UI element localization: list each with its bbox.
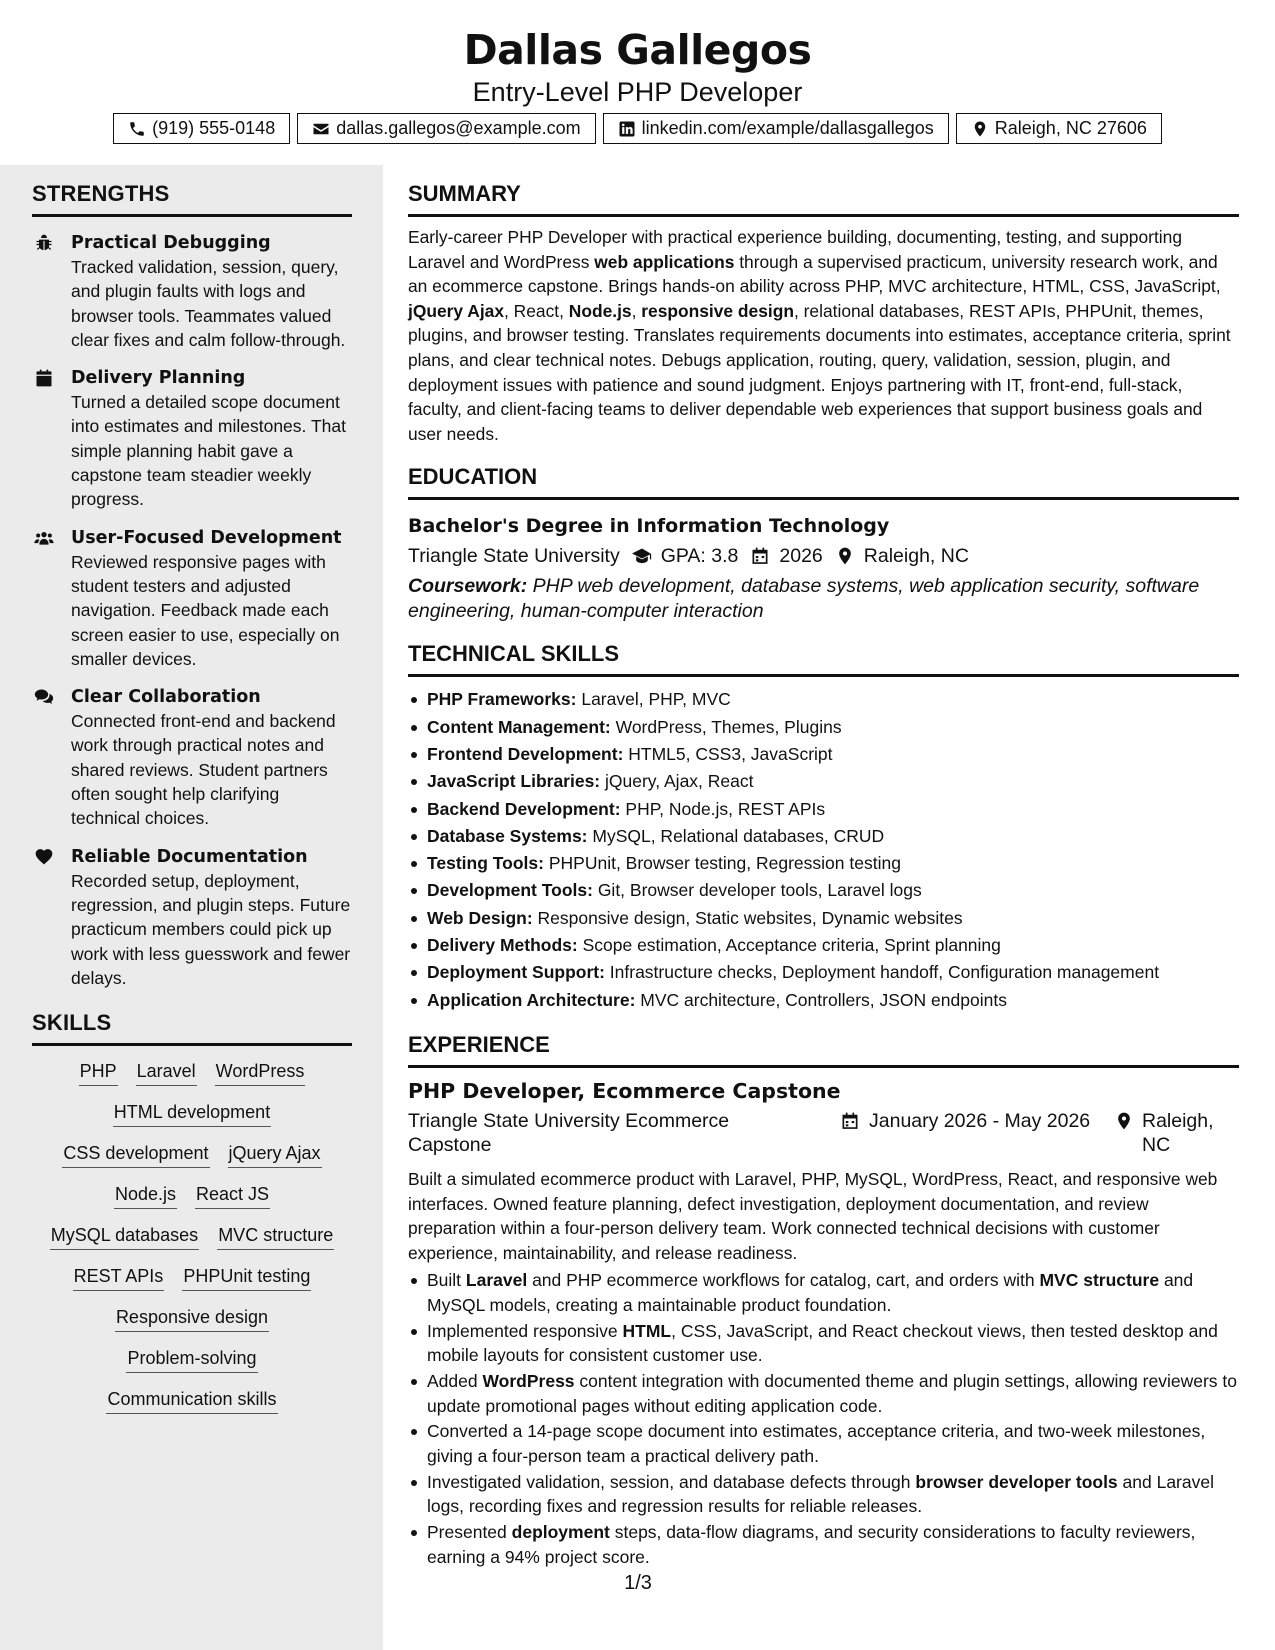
list-item [408,987,1239,1014]
list-item [408,686,1239,713]
strength-item [32,526,352,671]
text-run: Early-career PHP Developer with practical experience building, documenting, testing, and supporting Laravel and WordPress [408,227,1182,272]
strength-title: Clear Collaboration [71,687,261,708]
list-item [408,932,1239,959]
emphasis-text: browser developer tools [915,1471,1118,1492]
candidate-role: Entry-Level PHP Developer [472,77,803,107]
skill-value: Git, Browser developer tools, Laravel logs [592,880,922,901]
strength-title: Delivery Planning [71,368,246,389]
contact-email[interactable] [297,113,595,144]
education-school: Triangle State University [408,545,620,568]
strength-title: User-Focused Development [71,527,342,548]
contact-linkedin-text: linkedin.com/example/dallasgallegos [641,118,934,138]
skill-tag: HTML development [113,1103,271,1127]
comments-icon [34,687,54,707]
graduation-cap-icon [632,546,652,566]
list-item [408,877,1239,904]
skill-value: WordPress, Themes, Plugins [610,716,842,737]
skill-tag: Problem-solving [126,1349,257,1373]
text-run: content integration with documented theme and plugin settings, allowing reviewers to update promotional pages without editing application code. [427,1371,1238,1416]
page-number: 1/3 [624,1572,652,1594]
text-run: , CSS, JavaScript, and React checkout views, then tested desktop and mobile layouts for consistent customer use. [427,1320,1218,1366]
text-run: Presented [427,1522,512,1543]
skill-tag: MySQL databases [50,1226,199,1250]
skill-tag: WordPress [215,1062,306,1086]
list-item [408,850,1239,877]
strength-body: Connected front-end and backend work through practical notes and shared reviews. Student partners often sought help clarifying technical choices. [71,711,336,829]
skill-value: MySQL, Relational databases, CRUD [587,825,885,846]
text-run: through a supervised practicum, university research work, and an ecommerce capstone. Brings hands-on ability across PHP, MVC architecture, HTML, CSS, JavaScript, [408,251,1221,297]
text-run: and MySQL models, creating a maintainable product foundation. [427,1270,1194,1315]
skill-tag: Laravel [136,1062,197,1086]
technical-skills-title: TECHNICAL SKILLS [408,643,1239,677]
text-run: steps, data-flow diagrams, and security considerations to faculty reviewers, earning a 94% project score. [427,1522,1196,1567]
list-item [408,905,1239,932]
strength-body: Turned a detailed scope document into estimates and milestones. That simple planning habit gave a capstone team steadier weekly progress. [71,392,346,510]
calendar-icon [750,546,770,566]
contact-phone[interactable] [113,113,290,144]
list-item [408,1369,1239,1418]
education-location: Raleigh, NC [863,545,969,568]
list-item [408,1319,1239,1368]
skill-value: PHP, Node.js, REST APIs [620,798,826,819]
job-bullets [408,1268,1239,1569]
job-title: PHP Developer, Ecommerce Capstone [408,1078,841,1103]
skill-tag: jQuery Ajax [228,1144,322,1168]
contact-bar [0,113,1275,144]
emphasis-text: deployment [511,1522,610,1543]
map-marker-icon [971,120,989,138]
emphasis-text: Node.js [568,300,632,321]
phone-icon [128,120,146,138]
emphasis-text: Laravel [465,1270,528,1291]
skill-value: Infrastructure checks, Deployment handoff, Configuration management [604,962,1160,983]
candidate-name: Dallas Gallegos [463,26,812,74]
text-run: , relational databases, REST APIs, PHPUnit, themes, plugins, and browser testing. Translates requirements documents into estimates, acceptance criteria, sprint plans, and clear technical notes. Debugs application, routing, query, validation, session, plugin, and deployment issues with patience and sound judgment. Enjoys partnering with IT, front-end, full-stack, faculty, and client-facing teams to deliver dependable web experiences that support business goals and user needs. [408,300,1231,444]
emphasis-text: web applications [594,251,735,272]
skill-label: Frontend Development: [427,743,624,764]
skill-tag: Responsive design [115,1308,269,1332]
education-gpa: GPA: 3.8 [660,545,739,568]
list-item [408,1268,1239,1317]
skill-tag: CSS development [62,1144,209,1168]
emphasis-text: HTML [622,1320,672,1341]
resume-header [0,0,1275,165]
strength-body: Recorded setup, deployment, regression, and plugin steps. Future practicum members could pick up work with less guesswork and fewer delays. [71,870,351,988]
education-coursework [408,574,1239,623]
skill-label: Content Management: [427,716,611,737]
emphasis-text: responsive design [641,300,794,321]
skill-label: Backend Development: [427,798,621,819]
text-run: , React, [504,300,569,321]
contact-location [956,113,1162,144]
list-item [408,714,1239,741]
text-run: and PHP ecommerce workflows for catalog, cart, and orders with [527,1270,1040,1291]
list-item [408,823,1239,850]
main-content [408,183,1239,1571]
skill-tag: Node.js [114,1185,177,1209]
text-run: Built [427,1270,466,1291]
skill-tag: REST APIs [73,1267,165,1291]
experience-title: EXPERIENCE [408,1034,1239,1068]
job-location-text: Raleigh, NC [1142,1109,1214,1157]
job-location [1114,1109,1222,1158]
education-title: EDUCATION [408,466,1239,500]
skill-label: PHP Frameworks: [427,689,577,710]
skill-value: Responsive design, Static websites, Dynamic websites [532,907,963,928]
technical-skills-list [408,686,1239,1014]
text-run: Implemented responsive [427,1320,623,1341]
job-meta [408,1109,1239,1162]
summary-title: SUMMARY [408,183,1239,217]
bug-icon [34,233,54,253]
skill-tag: PHP [79,1062,118,1086]
skill-label: Web Design: [427,907,533,928]
list-item [408,768,1239,795]
text-run: and Laravel logs, recording fixes and regression results for reliable releases. [427,1471,1214,1517]
skills-tags [32,1062,352,1414]
strength-item [32,845,352,990]
strength-item [32,366,352,511]
summary-text [408,225,1239,446]
skill-value: Scope estimation, Acceptance criteria, Sprint planning [577,935,1001,956]
strength-body: Tracked validation, session, query, and plugin faults with logs and browser tools. Teammates valued clear fixes and calm follow-through. [71,257,346,350]
contact-phone-text: (919) 555-0148 [152,118,276,138]
text-run: Converted a 14-page scope document into estimates, acceptance criteria, and two-week milestones, giving a four-person team a practical delivery path. [427,1421,1206,1466]
skill-tag: Communication skills [106,1390,277,1414]
skill-value: HTML5, CSS3, JavaScript [623,743,833,764]
skill-label: Delivery Methods: [427,935,578,956]
list-item [408,1419,1239,1468]
skill-label: Database Systems: [427,825,588,846]
job-dates-text: January 2026 - May 2026 [869,1109,1091,1132]
text-run: Added [427,1371,483,1392]
emphasis-text: jQuery Ajax [408,300,505,321]
heart-icon [34,847,54,867]
skill-label: Application Architecture: [427,989,636,1010]
skill-label: Testing Tools: [427,853,544,874]
map-marker-icon [1114,1111,1134,1131]
skills-title: SKILLS [32,1012,352,1046]
contact-email-text: dallas.gallegos@example.com [336,118,581,138]
list-item [408,959,1239,986]
strengths-title: STRENGTHS [32,183,352,217]
job-description: Built a simulated ecommerce product with Laravel, PHP, MySQL, WordPress, React, and responsive web interfaces. Owned feature planning, defect investigation, deployment documentation, and review preparation within a four-person delivery team. Work connected technical decisions with customer experience, maintainability, and release readiness. [408,1168,1218,1263]
list-item [408,741,1239,768]
skill-label: JavaScript Libraries: [427,771,601,792]
emphasis-text: WordPress [482,1371,575,1392]
job-organization: Triangle State University Ecommerce Capstone [408,1109,730,1157]
education-meta [408,541,1239,571]
coursework-text: PHP web development, database systems, web application security, software engineering, human-computer interaction [408,575,1200,622]
list-item [408,1470,1239,1519]
envelope-icon [312,120,330,138]
skill-label: Deployment Support: [427,962,605,983]
skill-value: PHPUnit, Browser testing, Regression testing [543,853,901,874]
skill-label: Development Tools: [427,880,593,901]
skill-tag: PHPUnit testing [182,1267,311,1291]
calendar-icon [34,368,54,388]
contact-linkedin[interactable] [603,113,949,144]
list-item [408,796,1239,823]
strength-item [32,231,352,352]
strength-title: Practical Debugging [71,233,271,253]
linkedin-icon [618,120,636,138]
calendar-icon [840,1111,860,1131]
strength-body: Reviewed responsive pages with student testers and adjusted navigation. Feedback made each screen easier to use, especially on smaller devices. [71,551,340,669]
skill-value: MVC architecture, Controllers, JSON endpoints [635,989,1007,1010]
strength-item [32,685,352,830]
education-degree: Bachelor's Degree in Information Technology [408,515,890,538]
map-marker-icon [835,546,855,566]
job-dates [840,1109,1090,1134]
text-run: , [631,300,642,321]
skill-tag: React JS [195,1185,270,1209]
skill-value: jQuery, Ajax, React [600,771,754,792]
skill-tag: MVC structure [217,1226,334,1250]
contact-location-text: Raleigh, NC 27606 [994,118,1147,138]
sidebar [0,165,383,1650]
coursework-label: Coursework: [408,575,528,598]
skill-value: Laravel, PHP, MVC [576,689,731,710]
users-icon [34,528,54,548]
education-year: 2026 [779,545,823,568]
list-item [408,1520,1239,1569]
emphasis-text: MVC structure [1039,1270,1160,1291]
text-run: Investigated validation, session, and database defects through [427,1471,916,1492]
strength-title: Reliable Documentation [71,846,308,867]
